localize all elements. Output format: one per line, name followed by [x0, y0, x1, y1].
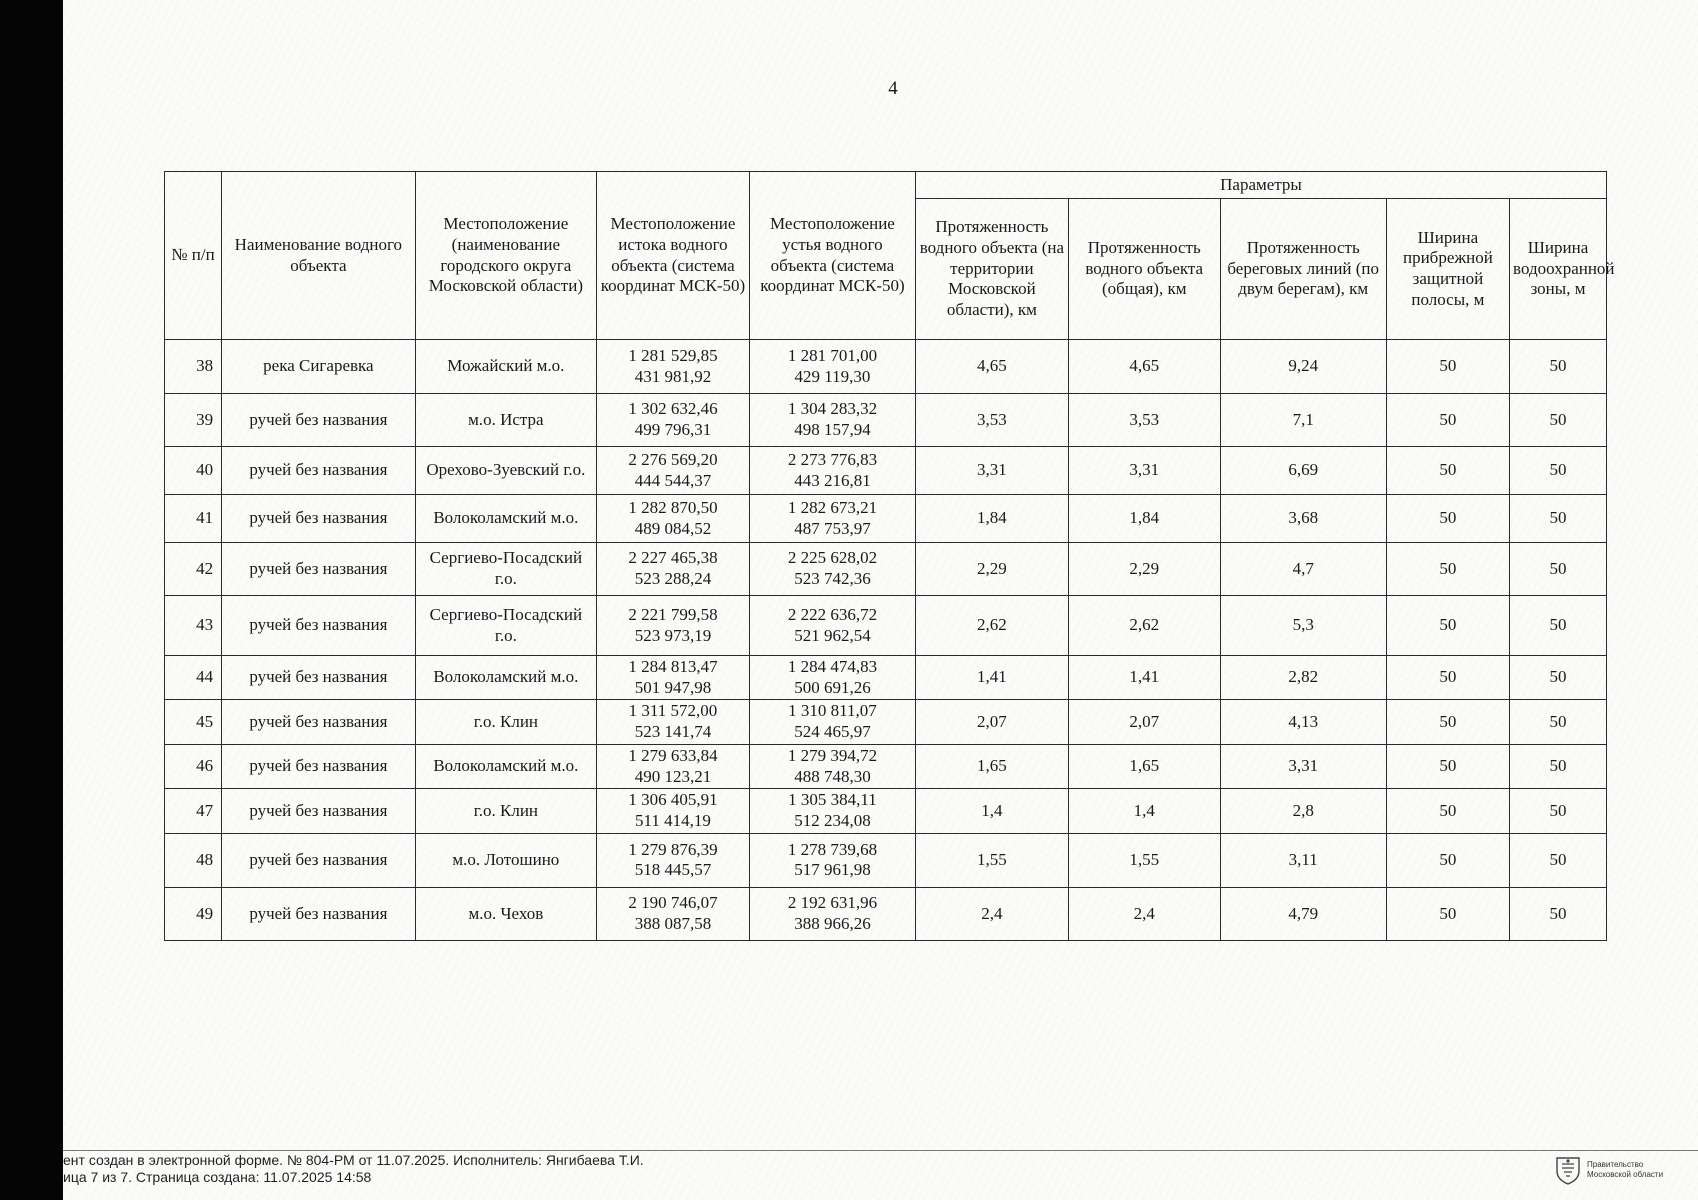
cell-mouth-coord-1: 2 225 628,02: [787, 548, 878, 568]
table-row: [165, 744, 1607, 788]
cell-mouth: [749, 394, 915, 447]
cell-mouth: [749, 700, 915, 744]
cell-source-coord-2: 490 123,21: [634, 766, 712, 786]
header-mouth: Местоположение устья водного объекта (система координат МСК-50): [749, 172, 915, 340]
cell-source: [597, 887, 750, 940]
cell-len-total: 1,55: [1068, 833, 1220, 887]
cell-source-coord-2: 499 796,31: [634, 420, 712, 439]
cell-len-mo: 1,65: [915, 744, 1068, 788]
cell-name: река Сигаревка: [222, 340, 416, 394]
cell-name: ручей без названия: [222, 744, 416, 788]
cell-mouth: [749, 656, 915, 700]
cell-mouth-coord-2: 498 157,94: [794, 420, 871, 439]
cell-coastal: 50: [1386, 543, 1509, 596]
cell-len-total: 2,62: [1068, 596, 1220, 656]
cell-num: 40: [165, 447, 222, 495]
cell-source-coord-2: 523 973,19: [634, 625, 712, 645]
cell-len-mo: 1,41: [915, 656, 1068, 700]
cell-len-mo: 1,4: [915, 789, 1068, 833]
cell-mouth-coord-1: 2 192 631,96: [787, 893, 878, 913]
cell-source-coord-1: 2 190 746,07: [628, 893, 718, 913]
cell-source-coord-1: 1 279 633,84: [628, 745, 718, 765]
cell-len-total: 1,84: [1068, 495, 1220, 543]
cell-mouth: [749, 833, 915, 887]
cell-shore: 4,7: [1220, 543, 1386, 596]
footer-text: [63, 1152, 644, 1186]
cell-len-mo: 2,4: [915, 887, 1068, 940]
cell-shore: 5,3: [1220, 596, 1386, 656]
cell-len-total: 1,4: [1068, 789, 1220, 833]
cell-location: Орехово-Зуевский г.о.: [415, 447, 596, 495]
cell-len-total: 4,65: [1068, 340, 1220, 394]
cell-location: Сергиево-Посадский г.о.: [415, 543, 596, 596]
cell-mouth-coord-2: 388 966,26: [794, 913, 871, 933]
table-row: [165, 789, 1607, 833]
cell-water: 50: [1510, 789, 1607, 833]
cell-coastal: 50: [1386, 887, 1509, 940]
cell-mouth-coord-2: 429 119,30: [794, 366, 871, 386]
cell-len-total: 2,4: [1068, 887, 1220, 940]
cell-num: 47: [165, 789, 222, 833]
cell-len-total: 3,53: [1068, 394, 1220, 447]
cell-mouth-coord-2: 500 691,26: [794, 677, 871, 697]
cell-mouth-coord-1: 2 273 776,83: [787, 449, 878, 469]
cell-name: ручей без названия: [222, 447, 416, 495]
header-num: № п/п: [165, 172, 222, 340]
cell-shore: 2,82: [1220, 656, 1386, 700]
cell-coastal: 50: [1386, 700, 1509, 744]
cell-water: 50: [1510, 447, 1607, 495]
header-len-total: Протяженность водного объекта (общая), км: [1068, 199, 1220, 340]
table-row: [165, 700, 1607, 744]
cell-location: м.о. Чехов: [415, 887, 596, 940]
cell-mouth: [749, 340, 915, 394]
cell-num: 38: [165, 340, 222, 394]
cell-len-total: 1,65: [1068, 744, 1220, 788]
cell-mouth-coord-2: 487 753,97: [794, 518, 871, 538]
cell-source-coord-2: 523 288,24: [634, 569, 712, 588]
cell-mouth-coord-2: 488 748,30: [794, 766, 871, 786]
cell-len-mo: 3,31: [915, 447, 1068, 495]
cell-name: ручей без названия: [222, 495, 416, 543]
header-location: Местоположение (наименование городского округа Московской области): [415, 172, 596, 340]
cell-num: 44: [165, 656, 222, 700]
cell-mouth: [749, 789, 915, 833]
cell-source-coord-1: 1 282 870,50: [628, 497, 718, 517]
cell-len-mo: 2,62: [915, 596, 1068, 656]
cell-mouth-coord-2: 517 961,98: [794, 860, 871, 880]
cell-mouth-coord-2: 512 234,08: [794, 811, 871, 831]
cell-name: ручей без названия: [222, 833, 416, 887]
cell-source-coord-2: 501 947,98: [634, 677, 712, 697]
cell-name: ручей без названия: [222, 596, 416, 656]
cell-water: 50: [1510, 833, 1607, 887]
cell-mouth-coord-2: 521 962,54: [794, 625, 871, 645]
cell-mouth: [749, 543, 915, 596]
header-params: Параметры: [915, 172, 1606, 199]
cell-water: 50: [1510, 700, 1607, 744]
cell-source-coord-2: 511 414,19: [635, 811, 711, 831]
cell-mouth-coord-1: 1 310 811,07: [788, 701, 877, 721]
document-page: [63, 0, 1698, 1200]
cell-name: ручей без названия: [222, 656, 416, 700]
header-name: Наименование водного объекта: [222, 172, 416, 340]
cell-source-coord-1: 1 306 405,91: [628, 790, 718, 810]
footer-line-1: ент создан в электронной форме. № 804-РМ от 11.07.2025. Исполнитель: Янгибаева Т.И.: [63, 1152, 644, 1168]
cell-source-coord-1: 2 221 799,58: [628, 604, 718, 624]
cell-source: [597, 700, 750, 744]
cell-coastal: 50: [1386, 340, 1509, 394]
cell-shore: 6,69: [1220, 447, 1386, 495]
table-row: [165, 887, 1607, 940]
cell-len-mo: 2,07: [915, 700, 1068, 744]
cell-water: 50: [1510, 887, 1607, 940]
cell-len-total: 1,41: [1068, 656, 1220, 700]
cell-location: м.о. Истра: [415, 394, 596, 447]
water-objects-table: [164, 171, 1615, 941]
cell-water: 50: [1510, 340, 1607, 394]
footer-logo: [1555, 1155, 1663, 1185]
header-source: Местоположение истока водного объекта (система координат МСК-50): [597, 172, 750, 340]
cell-shore: 3,31: [1220, 744, 1386, 788]
cell-mouth-coord-1: 1 305 384,11: [788, 790, 877, 810]
cell-shore: 3,11: [1220, 833, 1386, 887]
cell-coastal: 50: [1386, 495, 1509, 543]
cell-len-total: 2,07: [1068, 700, 1220, 744]
footer-line-2: ица 7 из 7. Страница создана: 11.07.2025 14:58: [63, 1169, 372, 1185]
cell-len-mo: 1,55: [915, 833, 1068, 887]
cell-mouth: [749, 447, 915, 495]
cell-source: [597, 495, 750, 543]
cell-water: 50: [1510, 596, 1607, 656]
cell-source: [597, 744, 750, 788]
header-water: Ширина водоохранной зоны, м: [1510, 199, 1607, 340]
cell-source-coord-2: 431 981,92: [634, 366, 712, 386]
cell-mouth-coord-2: 524 465,97: [794, 722, 871, 742]
cell-len-total: 2,29: [1068, 543, 1220, 596]
cell-source: [597, 833, 750, 887]
cell-source: [597, 340, 750, 394]
table-row: [165, 596, 1607, 656]
cell-coastal: 50: [1386, 656, 1509, 700]
cell-mouth-coord-1: 1 278 739,68: [787, 839, 878, 859]
cell-shore: 4,13: [1220, 700, 1386, 744]
cell-location: Можайский м.о.: [415, 340, 596, 394]
cell-source-coord-1: 1 284 813,47: [628, 657, 718, 676]
cell-num: 45: [165, 700, 222, 744]
logo-text: [1587, 1160, 1663, 1180]
header-shore: Протяженность береговых линий (по двум берегам), км: [1220, 199, 1386, 340]
cell-coastal: 50: [1386, 744, 1509, 788]
cell-name: ручей без названия: [222, 700, 416, 744]
cell-source-coord-2: 444 544,37: [634, 470, 712, 490]
cell-shore: 4,79: [1220, 887, 1386, 940]
cell-mouth-coord-1: 1 279 394,72: [787, 745, 878, 765]
cell-mouth-coord-1: 2 222 636,72: [787, 604, 878, 624]
cell-name: ручей без названия: [222, 394, 416, 447]
cell-num: 49: [165, 887, 222, 940]
logo-line-2: Московской области: [1587, 1170, 1664, 1179]
table-row: [165, 833, 1607, 887]
cell-coastal: 50: [1386, 789, 1509, 833]
cell-source-coord-1: 1 302 632,46: [628, 399, 718, 419]
table-header-row: [165, 172, 1607, 199]
cell-source-coord-2: 523 141,74: [634, 722, 712, 742]
cell-location: Волоколамский м.о.: [415, 495, 596, 543]
cell-source: [597, 596, 750, 656]
cell-len-mo: 2,29: [915, 543, 1068, 596]
table-row: [165, 394, 1607, 447]
cell-source-coord-1: 2 276 569,20: [628, 449, 718, 469]
cell-mouth-coord-2: 523 742,36: [794, 569, 871, 588]
cell-coastal: 50: [1386, 447, 1509, 495]
cell-shore: 7,1: [1220, 394, 1386, 447]
page-number: 4: [888, 78, 898, 99]
cell-num: 46: [165, 744, 222, 788]
coat-of-arms-icon: [1555, 1155, 1581, 1185]
cell-source-coord-2: 388 087,58: [634, 913, 712, 933]
cell-len-mo: 3,53: [915, 394, 1068, 447]
table-row: [165, 495, 1607, 543]
table-row: [165, 340, 1607, 394]
footer-divider: [63, 1150, 1698, 1151]
header-coastal: Ширина прибрежной защитной полосы, м: [1386, 199, 1509, 340]
cell-len-mo: 4,65: [915, 340, 1068, 394]
cell-source-coord-1: 1 281 529,85: [628, 345, 718, 365]
cell-source: [597, 789, 750, 833]
cell-len-total: 3,31: [1068, 447, 1220, 495]
table-row: [165, 656, 1607, 700]
cell-len-mo: 1,84: [915, 495, 1068, 543]
cell-num: 43: [165, 596, 222, 656]
cell-water: 50: [1510, 543, 1607, 596]
cell-shore: 3,68: [1220, 495, 1386, 543]
cell-name: ручей без названия: [222, 543, 416, 596]
header-len-mo: Протяженность водного объекта (на территории Московской области), км: [915, 199, 1068, 340]
table-row: [165, 543, 1607, 596]
cell-mouth-coord-1: 1 284 474,83: [787, 657, 878, 676]
cell-mouth: [749, 887, 915, 940]
cell-mouth-coord-1: 1 281 701,00: [787, 345, 878, 365]
cell-source: [597, 447, 750, 495]
cell-source-coord-2: 489 084,52: [634, 518, 712, 538]
cell-location: Волоколамский м.о.: [415, 656, 596, 700]
cell-location: г.о. Клин: [415, 700, 596, 744]
cell-shore: 2,8: [1220, 789, 1386, 833]
cell-num: 42: [165, 543, 222, 596]
left-scan-border: [0, 0, 63, 1200]
cell-mouth: [749, 495, 915, 543]
cell-location: г.о. Клин: [415, 789, 596, 833]
cell-mouth: [749, 744, 915, 788]
cell-mouth-coord-1: 1 282 673,21: [787, 497, 878, 517]
cell-num: 39: [165, 394, 222, 447]
cell-source-coord-2: 518 445,57: [634, 860, 712, 880]
cell-coastal: 50: [1386, 596, 1509, 656]
cell-source: [597, 394, 750, 447]
cell-mouth: [749, 596, 915, 656]
cell-location: м.о. Лотошино: [415, 833, 596, 887]
table-row: [165, 447, 1607, 495]
cell-coastal: 50: [1386, 394, 1509, 447]
logo-line-1: Правительство: [1587, 1160, 1644, 1169]
cell-location: Волоколамский м.о.: [415, 744, 596, 788]
cell-name: ручей без названия: [222, 887, 416, 940]
cell-source-coord-1: 1 311 572,00: [628, 701, 718, 721]
cell-name: ручей без названия: [222, 789, 416, 833]
cell-source-coord-1: 2 227 465,38: [628, 548, 718, 568]
cell-shore: 9,24: [1220, 340, 1386, 394]
cell-water: 50: [1510, 744, 1607, 788]
cell-location: Сергиево-Посадский г.о.: [415, 596, 596, 656]
cell-mouth-coord-1: 1 304 283,32: [787, 399, 878, 419]
cell-water: 50: [1510, 495, 1607, 543]
cell-source: [597, 656, 750, 700]
cell-source: [597, 543, 750, 596]
cell-source-coord-1: 1 279 876,39: [628, 839, 718, 859]
cell-water: 50: [1510, 394, 1607, 447]
cell-num: 41: [165, 495, 222, 543]
cell-coastal: 50: [1386, 833, 1509, 887]
cell-water: 50: [1510, 656, 1607, 700]
cell-mouth-coord-2: 443 216,81: [794, 470, 871, 490]
cell-num: 48: [165, 833, 222, 887]
